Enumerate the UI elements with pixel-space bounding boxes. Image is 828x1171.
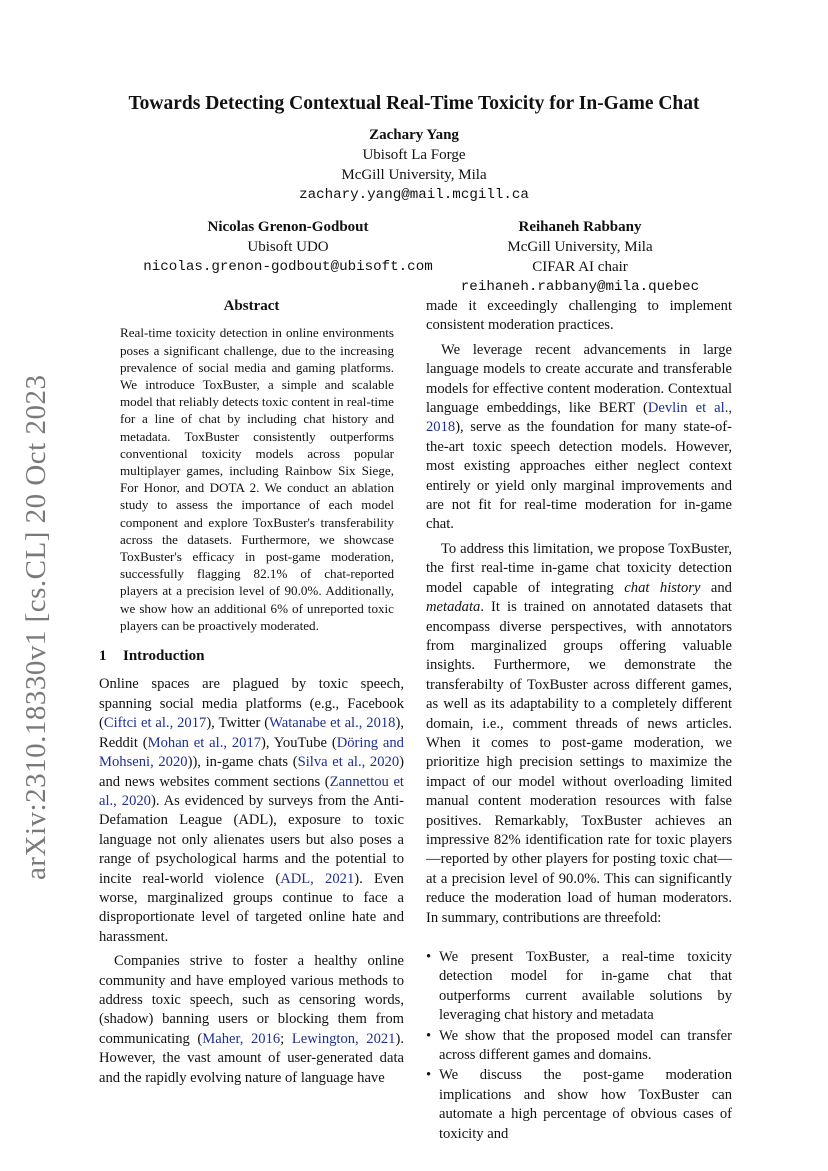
author-affiliation: CIFAR AI chair xyxy=(532,259,628,275)
emphasis-text: chat history xyxy=(624,579,701,596)
author-affiliation: Ubisoft La Forge xyxy=(362,147,466,163)
citation-link[interactable]: Ciftci et al., 2017 xyxy=(103,715,207,732)
section-title: Introduction xyxy=(123,648,205,665)
author-email[interactable]: zachary.yang@mail.mcgill.ca xyxy=(299,187,529,203)
intro-paragraph-4: To address this limitation, we propose ToxBuster, the first real-time in-game chat toxicity detection model capable of integrating chat history and metadata. It is trained on annotated datasets that encompass diverse perspectives, with annotators from marginalized groups offering valuable insights. Furthermore, we demonstrate the transferabilty of ToxBuster across different games, as well as its adaptability to a completely different domain, i.e., comment threads of news articles. When it comes to post-game moderation, we prioritize high precision settings to maximize the impact of our model without overloading limited manual content moderation resources with false positives. Remarkably, ToxBuster achieves an impressive 82% identification rate for toxic players—reported by other players for posting toxic chat— at a precision level of 90.0%. This can significantly reduce the moderation load of human moderators. In summary, contributions are threefold: xyxy=(426,540,732,926)
abstract-heading: Abstract xyxy=(223,298,280,314)
section-number: 1 xyxy=(99,648,107,665)
right-column xyxy=(426,297,732,1145)
author-name: Reihaneh Rabbany xyxy=(518,219,642,235)
bullet-icon: • xyxy=(426,949,432,965)
citation-link[interactable]: Mohan et al., 2017 xyxy=(147,734,262,751)
intro-paragraph-3: We leverage recent advancements in large language models to create accurate and transferable models for effective content moderation. Contextual language embeddings, like BERT (Devlin et al., 2018), serve as the foundation for many state-of-the-art toxic speech detection models. However, most existing approaches either neglect context entirely or yield only marginal improvements and are not fit for real-time moderation for in-game chat. xyxy=(426,341,732,533)
author-affiliation: McGill University, Mila xyxy=(341,167,487,183)
bullet-icon: • xyxy=(426,1027,432,1044)
citation-link[interactable]: Silva et al., 2020 xyxy=(297,754,400,771)
left-column xyxy=(99,297,404,1088)
emphasis-text: metadata xyxy=(426,599,481,616)
bullet-icon: • xyxy=(426,1067,432,1084)
section-heading-introduction xyxy=(99,647,404,666)
intro-paragraph-1: Online spaces are plagued by toxic speech, spanning social media platforms (e.g., Facebook (Ciftci et al., 2017), Twitter (Watanabe et al., 2018), Reddit (Mohan et al., 2017), YouTube (Döring and Mohseni, 2020)), in-game chats (Silva et al., 2020) and news websites comment sections (Zannettou et al., 2020). As evidenced by surveys from the Anti-Defamation League (ADL), exposure to toxic language not only alienates users but also poses a range of psychological harms and the potential to incite real-world violence (ADL, 2021). Even worse, marginalized groups continue to face a disproportionate level of targeted online hate and harassment. xyxy=(99,676,404,945)
citation-link[interactable]: Maher, 2016 xyxy=(202,1030,281,1047)
contributions-list xyxy=(426,948,732,1144)
list-item: • We discuss the post-game moderation implications and show how ToxBuster can automate a high percentage of obvious cases of toxicity and xyxy=(426,1067,732,1142)
author-email[interactable]: reihaneh.rabbany@mila.quebec xyxy=(460,279,700,295)
citation-link[interactable]: ADL, 2021 xyxy=(280,870,355,887)
author-affiliation: McGill University, Mila xyxy=(507,239,653,255)
arxiv-stamp: arXiv:2310.18330v1 [cs.CL] 20 Oct 2023 xyxy=(20,374,52,880)
intro-paragraph-2: Companies strive to foster a healthy online community and have employed various methods to address toxic speech, such as censoring words, (shadow) banning users or blocking them from communicating (Maher, 2016; Lewington, 2021). However, the vast amount of user-generated data and the rapidly evolving nature of language have xyxy=(99,953,404,1086)
citation-link[interactable]: Lewington, 2021 xyxy=(291,1030,396,1047)
citation-link[interactable]: Zannettou et al., 2020 xyxy=(99,773,404,809)
author-name: Nicolas Grenon-Godbout xyxy=(207,219,369,235)
author-block-1 xyxy=(214,125,614,205)
citation-link[interactable]: Döring and Mohseni, 2020 xyxy=(99,734,404,771)
author-block-3 xyxy=(420,217,740,297)
citation-link[interactable]: Watanabe et al., 2018 xyxy=(269,715,396,732)
list-item: • We present ToxBuster, a real-time toxicity detection model for in-game chat that outperforms current available solutions by leveraging chat history and metadata xyxy=(426,949,732,1024)
citation-link[interactable]: Devlin et al., 2018 xyxy=(426,400,732,436)
abstract-body: Real-time toxicity detection in online environments poses a significant challenge, due to the increasing prevalence of social media and gaming platforms. We introduce ToxBuster, a simple and scalable model that reliably detects toxic content in real-time for a line of chat by including chat history and metadata. ToxBuster consistently outperforms conventional toxicity models across popular multiplayer games, including Rainbow Six Siege, For Honor, and DOTA 2. We conduct an ablation study to assess the importance of each model component and explore ToxBuster's transferability across the datasets. Furthermore, we showcase ToxBuster's efficacy in post-game moderation, successfully flagging 82.1% of chat-reported players at a precision level of 90.0%. Additionally, we show how an additional 6% of unreported toxic players can be proactively moderated. xyxy=(120,325,394,633)
author-affiliation: Ubisoft UDO xyxy=(247,239,329,255)
author-email[interactable]: nicolas.grenon-godbout@ubisoft.com xyxy=(143,259,433,275)
paper-title: Towards Detecting Contextual Real-Time Toxicity for In-Game Chat xyxy=(128,93,700,114)
list-item: • We show that the proposed model can transfer across different games and domains. xyxy=(426,1027,732,1064)
author-name: Zachary Yang xyxy=(369,127,459,143)
intro-paragraph-2-continued: made it exceedingly challenging to implement consistent moderation practices. xyxy=(426,298,732,334)
